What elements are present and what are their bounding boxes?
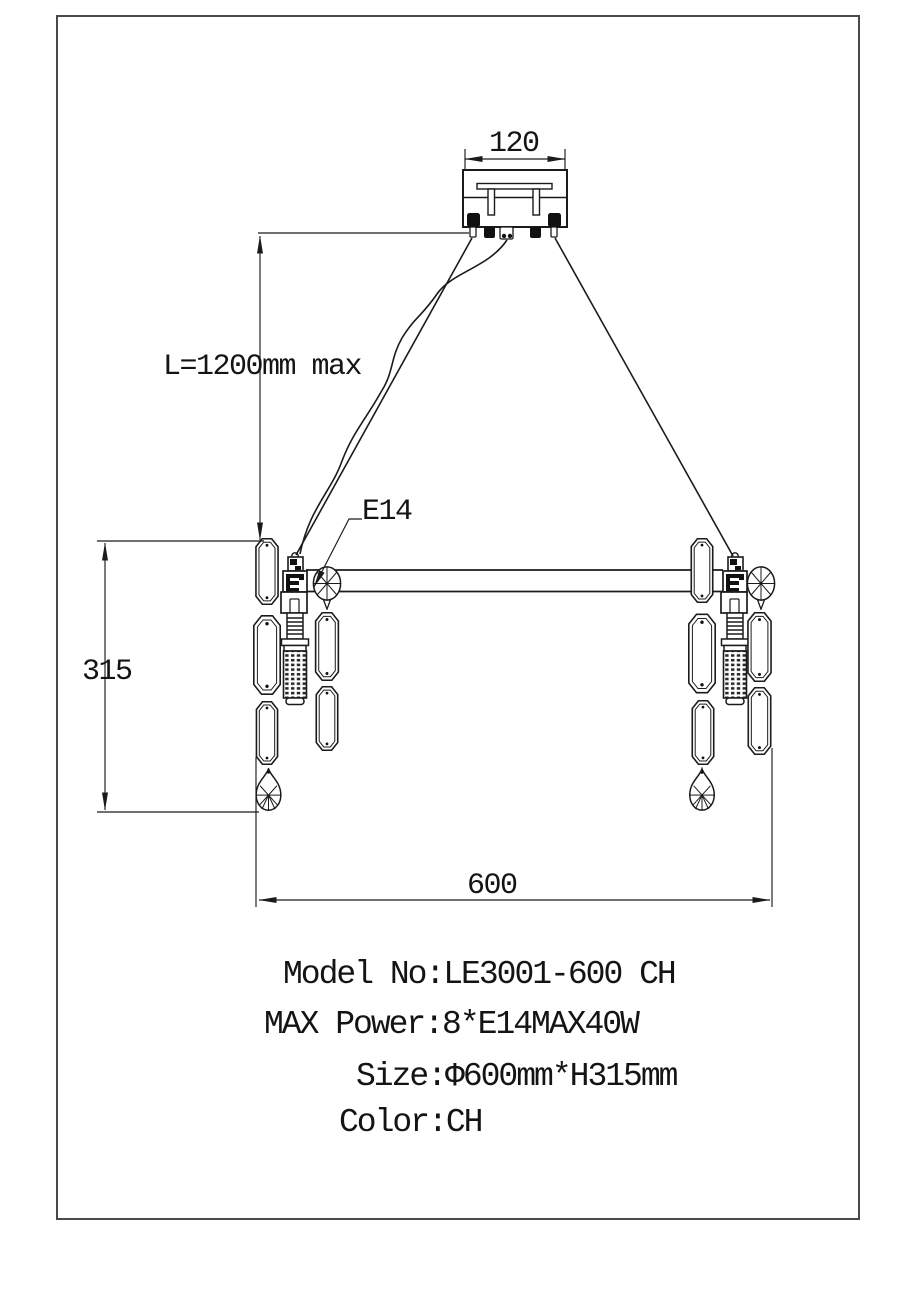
octagon-crystal xyxy=(748,613,771,682)
mounting-bracket xyxy=(477,184,552,190)
dim-body-height-label: 315 xyxy=(82,655,132,689)
octagon-crystal xyxy=(316,687,337,751)
canopy-bolt-left xyxy=(467,213,480,227)
teardrop-crystal xyxy=(256,769,281,811)
faceted-ball-crystal xyxy=(747,567,774,609)
lamp-assembly-left xyxy=(281,553,309,705)
octagon-crystal xyxy=(748,688,770,755)
lamp-assembly-right xyxy=(721,553,749,705)
octagon-crystal xyxy=(689,614,715,692)
bulb-body xyxy=(284,651,307,698)
ceiling-canopy xyxy=(463,170,567,239)
octagon-crystal xyxy=(316,613,339,681)
dim-canopy-width-label: 120 xyxy=(489,127,539,161)
octagon-crystal xyxy=(692,701,713,765)
octagon-crystal xyxy=(256,702,277,765)
bulb-cap xyxy=(286,698,304,705)
teardrop-crystal xyxy=(690,769,715,810)
spec-color: Color:CH xyxy=(339,1104,482,1141)
faceted-ball-crystal xyxy=(313,567,340,609)
octagon-crystal xyxy=(254,616,280,694)
dimension-lines xyxy=(97,149,772,907)
spec-max-power: MAX Power:8*E14MAX40W xyxy=(264,1006,638,1043)
bulb-collar xyxy=(282,639,309,646)
canopy-bolt-right xyxy=(548,213,561,227)
dim-diameter-label: 600 xyxy=(467,869,517,903)
octagon-crystal xyxy=(256,539,278,605)
socket-cup xyxy=(281,592,307,613)
spec-size: Size:Φ600mm*H315mm xyxy=(356,1058,677,1095)
suspension-wire-right xyxy=(555,238,733,556)
dim-suspension-label: L=1200mm max xyxy=(163,350,362,384)
octagon-crystal xyxy=(691,539,712,603)
ring-band xyxy=(306,570,723,592)
socket-type-label: E14 xyxy=(362,495,412,529)
spec-model-number: Model No:LE3001-600 CH xyxy=(283,956,675,993)
